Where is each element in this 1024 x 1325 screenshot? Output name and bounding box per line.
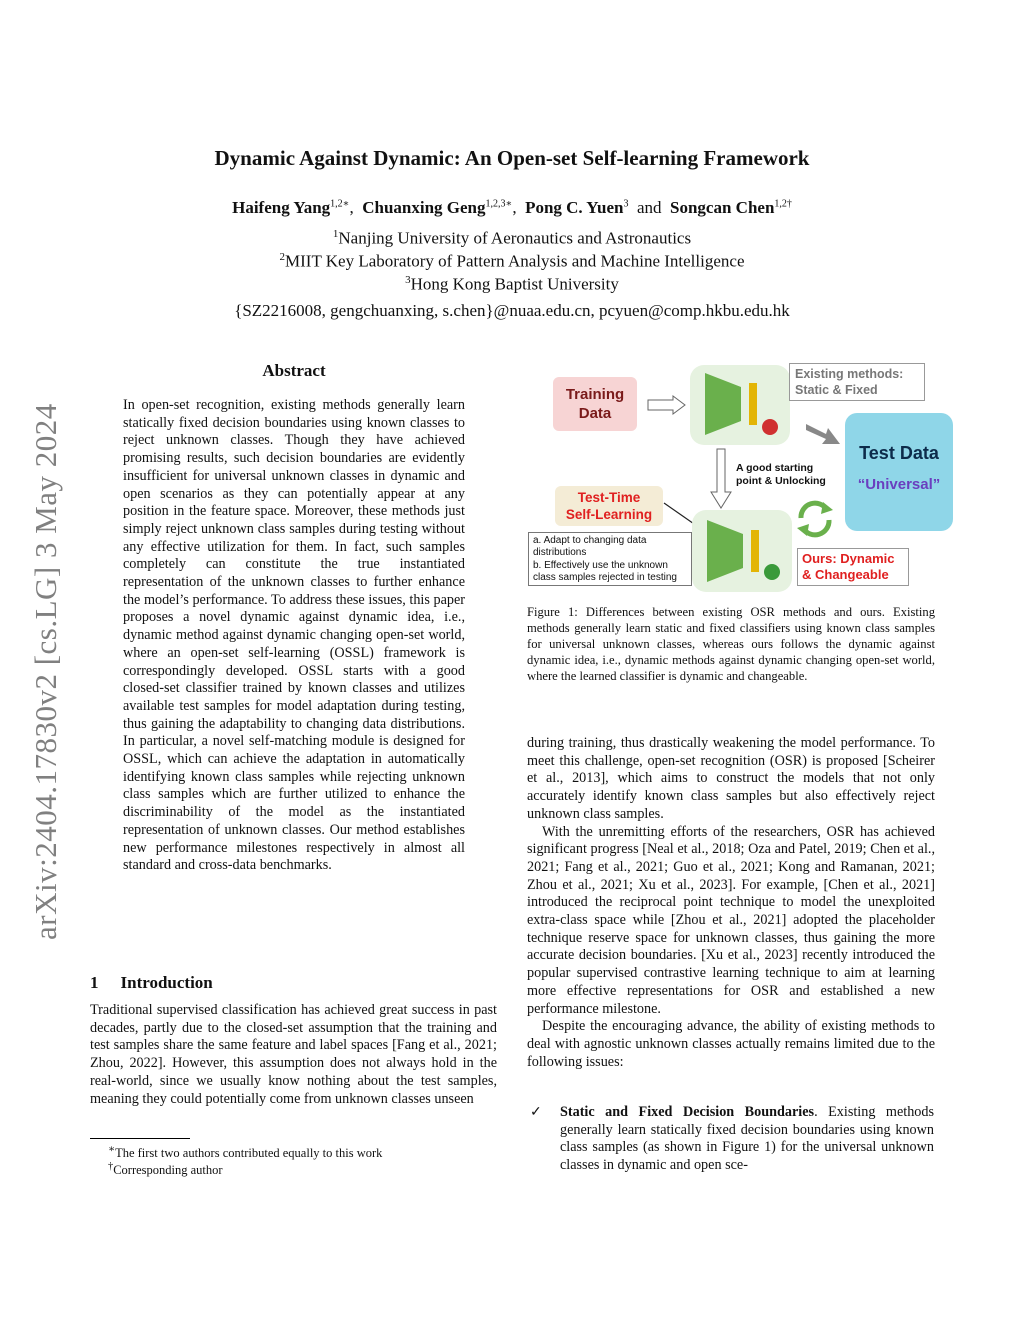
author-name: Songcan Chen [670,198,775,217]
affiliation [0,251,1024,272]
affiliation [0,274,1024,295]
arrow-down-icon [710,448,732,510]
author-name: Pong C. Yuen [525,198,624,217]
ttsl-line: Test-Time [577,490,641,505]
training-data-box: Training Data [553,377,637,431]
figure-caption: Figure 1: Differences between existing OSR methods and ours. Existing methods generally learn static and fixed classifiers using known class samples for universal unknown classes, whereas ours follows the dynamic against dynamic idea, i.e., dynamic methods against dynamic changing open-set world, where the learned classifier is dynamic and changeable. [527,605,935,683]
author-name: Chuanxing Geng [362,198,486,217]
affiliation-text: MIIT Key Laboratory of Pattern Analysis and Machine Intelligence [285,251,745,271]
author-sup: 3 [623,198,629,210]
abstract-heading: Abstract [262,361,326,380]
good-starting-line: A good starting [736,462,814,474]
checkmark-icon: ✓ [530,1104,542,1120]
footnote-text: Corresponding author [113,1163,223,1178]
cycle-arrows-icon [793,498,837,540]
introduction-text: Traditional supervised classification has achieved great success in past decades, partly due to the closed-set assumption that the training and test samples share the same feature and label spaces [Fang et al., 2021; Zhou, 2022]. However, this assumption does not always hold in the real-world, since we usually know nothing about the test samples, meaning they could potentially come from unknown classes unseen [90,1002,497,1107]
existing-methods-label [789,363,925,401]
bullet-body: . Existing methods generally learn statically fixed decision boundaries using known class samples (as shown in Figure 1) for the universal unknown classes in dynamic and open sce- [560,1104,935,1174]
affiliation-sup: 1 [332,228,339,240]
footnote-sup: † [108,1161,114,1172]
section-number: 1 [90,973,99,992]
footnote [108,1143,382,1161]
author-sup: 1,2† [774,198,792,210]
section-title: Introduction [120,973,213,992]
author-emails: {SZ2216008, gengchuanxing, s.chen}@nuaa.edu.cn, pcyuen@comp.hkbu.edu.hk [234,301,790,320]
paper-title: Dynamic Against Dynamic: An Open-set Self-learning Framework [214,146,810,170]
note-line: class samples rejected in testing [533,572,677,584]
universal-label: “Universal” [857,476,941,493]
author-name: Haifeng Yang [232,198,331,217]
paragraph: Despite the encouraging advance, the ability of existing methods to deal with agnostic unknown classes actually remains limited due to the following issues: [527,1018,935,1070]
good-starting-line: point & Unlocking [736,475,826,487]
bullet-title: Static and Fixed Decision Boundaries [560,1104,815,1120]
footnote [108,1161,223,1178]
note-line: distributions [533,547,587,559]
classifier-funnel-icon [707,520,767,582]
affiliation-sup: 2 [279,251,285,263]
affiliation-text: Nanjing University of Aeronautics and Astronautics [338,228,692,248]
test-data-box [845,413,953,531]
test-data-title: Test Data [859,443,939,463]
bullet-text [560,1104,934,1175]
section-heading-introduction [90,973,235,993]
notes-box [528,532,692,586]
lock-icon [762,419,778,435]
note-line: b. Effectively use the unknown [533,559,668,571]
paragraph: With the unremitting efforts of the researchers, OSR has achieved significant progress [Neal et al., 2018; Oza and Patel, 2019; Chen et al., 2021; Fang et al., 2021; Guo et al., 2021; Kong and Ramanan, 2021; Zhou et al., 2021; Xu et al., 2023]. For example, [Chen et al., 2021] introduced the reciprocal point technique to model the unexploited extra-class space while [Zhou et al., 2021] adopted the placeholder technique reserve space for unknown classes, thus gaining the more accurate decision boundaries. [Xu et al., 2023] recently introduced the popular supervised contrastive learning technique to aim at learning more effective representations for OSR and established a new performance milestone. [527,823,935,1017]
test-time-self-learning-box [555,486,663,526]
column-2-text [527,735,935,1071]
ours-line: & Changeable [802,567,889,582]
ours-line: Ours: Dynamic [802,551,895,566]
author-and: and [636,198,662,217]
paragraph: during training, thus drastically weakening the model performance. To meet this challenge, open-set recognition (OSR) is proposed [Scheirer et al., 2013], which aims to construct the models that not only accurately identify known class samples but also effectively reject unknown class samples. [527,735,935,822]
classifier-funnel-icon [705,373,765,435]
footnote-rule [90,1138,190,1139]
existing-methods-line: Static & Fixed [795,383,878,397]
ttsl-line: Self-Learning [565,507,653,522]
note-line: a. Adapt to changing data [533,535,647,546]
affiliation [0,228,1024,249]
arrow-down-right-icon [804,418,844,448]
ours-label [797,548,909,586]
abstract-text: In open-set recognition, existing methods generally learn statically fixed decision boundaries using known classes to reject unknown classes. Though they have achieved promising results, such decision boundaries are evidently insufficient for universal unknown classes in dynamic and open scenarios as they can potentially appear at any position in the feature space. Moreover, these methods just simply reject unknown class samples during testing without any effective utilization for them. In fact, such samples completely can constitute the true instantiated representation of the unknown classes to further enhance the model’s performance. To address these issues, this paper proposes a novel dynamic against dynamic idea, i.e., dynamic method against dynamic changing open-set world, where an open-set self-learning (OSSL) framework is correspondingly developed. OSSL starts with a good closed-set classifier trained by known classes and utilizes available test samples for model adaptation during testing, thus gaining the adaptability to changing data distributions. In particular, a novel self-matching module is designed for OSSL, which can achieve the adaptation in automatically identifying known class samples while rejecting unknown class samples which are further utilized to enhance the discriminability of the model as the instantiated representation of unknown classes. Our method establishes new performance milestones respectively in almost all standard and cross-data benchmarks. [123,397,465,874]
good-starting-point-label [736,462,842,488]
existing-methods-line: Existing methods: [795,367,904,381]
unlock-icon [764,564,780,580]
affiliation-text: Hong Kong Baptist University [410,274,619,294]
arrow-right-icon [647,395,687,415]
affiliation-sup: 3 [405,274,411,286]
author-list: Haifeng Yang$^{1,2∗}$, Chuanxing Geng$^{1,2,3∗}$, Pong C. Yuen$^3$ and Songcan Chen$^{1,2\dagger}$ [232,198,792,217]
figure-1 [527,360,955,596]
footnote-text: The first two authors contributed equally to this work [115,1146,383,1161]
footnote-sup: ∗ [108,1144,116,1155]
arxiv-sidebar: arXiv:2404.17830v2 [cs.LG] 3 May 2024 [28,403,63,940]
author-sup: 1,2,3∗ [485,198,513,210]
author-sup: 1,2∗ [330,198,350,210]
